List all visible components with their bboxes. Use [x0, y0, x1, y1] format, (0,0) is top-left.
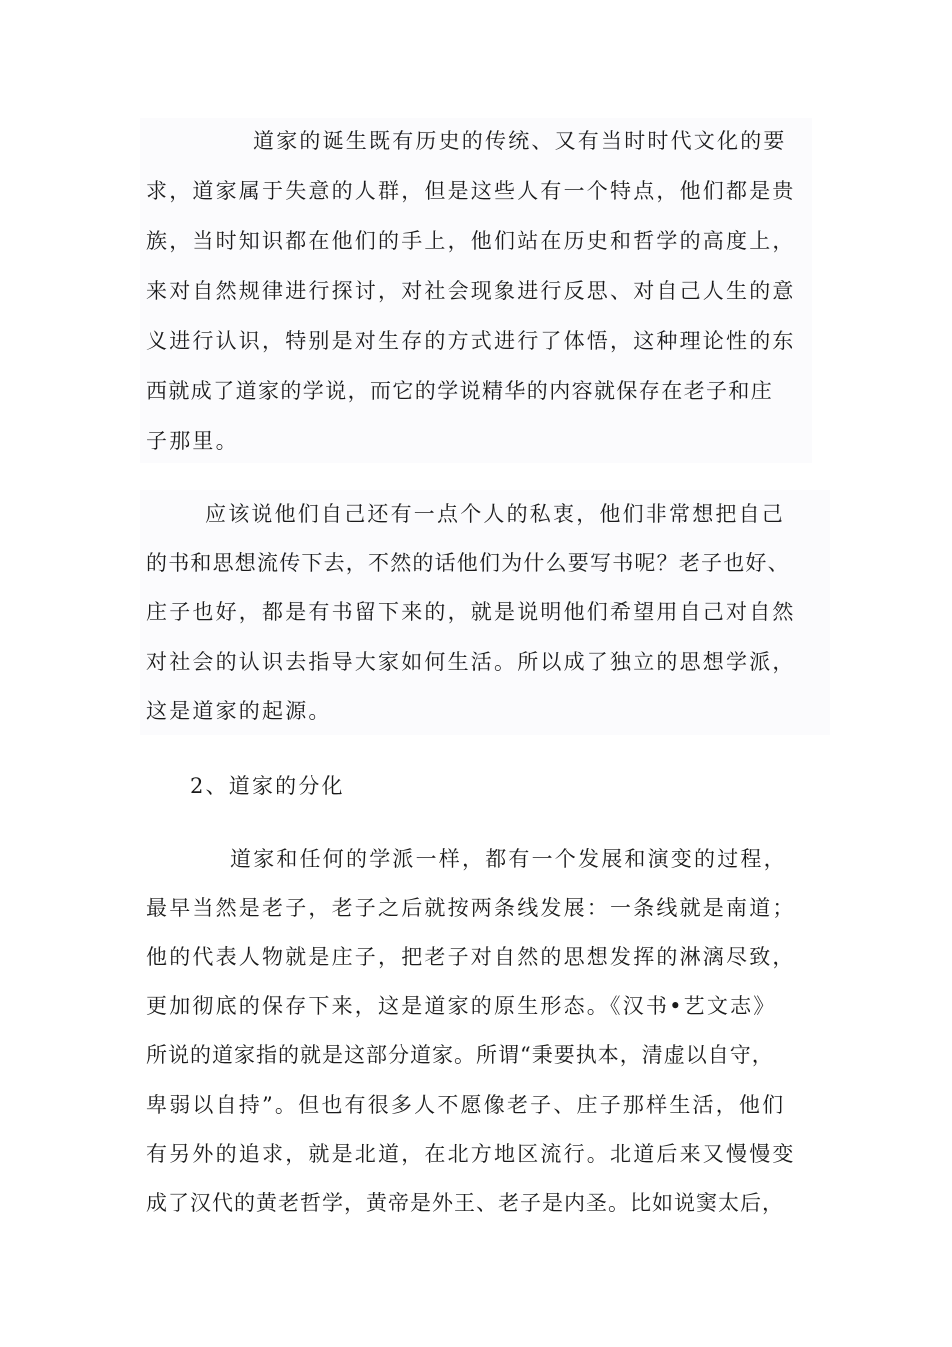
- paragraph-2-line-4: 对社会的认识去指导大家如何生活。所以成了独立的思想学派，: [146, 650, 796, 674]
- paragraph-1-line-1: 道家的诞生既有历史的传统、又有当时时代文化的要: [253, 129, 787, 153]
- section-heading: 2、道家的分化: [190, 774, 345, 798]
- paragraph-3-line-5: 所说的道家指的就是这部分道家。所谓“秉要执本，清虚以自守，: [146, 1043, 774, 1067]
- paragraph-2-line-2: 的书和思想流传下去，不然的话他们为什么要写书呢？老子也好、: [146, 551, 790, 575]
- paragraph-1-line-7: 子那里。: [146, 429, 239, 453]
- paragraph-2-line-3: 庄子也好，都是有书留下来的，就是说明他们希望用自己对自然: [146, 600, 796, 624]
- paragraph-3-line-1: 道家和任何的学派一样，都有一个发展和演变的过程，: [230, 847, 787, 871]
- paragraph-3-line-7: 有另外的追求，就是北道，在北方地区流行。北道后来又慢慢变: [146, 1142, 796, 1166]
- paragraph-1-line-6: 西就成了道家的学说，而它的学说精华的内容就保存在老子和庄: [146, 379, 774, 403]
- paragraph-3-line-8: 成了汉代的黄老哲学，黄帝是外王、老子是内圣。比如说窦太后，: [146, 1191, 784, 1215]
- paragraph-2-line-1: 应该说他们自己还有一点个人的私衷，他们非常想把自己: [205, 502, 785, 526]
- paragraph-3-line-3: 他的代表人物就是庄子，把老子对自然的思想发挥的淋漓尽致，: [146, 945, 796, 969]
- paragraph-1-line-3: 族，当时知识都在他们的手上，他们站在历史和哲学的高度上，: [146, 229, 796, 253]
- paragraph-3-line-4: 更加彻底的保存下来，这是道家的原生形态。《汉书•艺文志》: [146, 994, 777, 1018]
- paragraph-3-line-2: 最早当然是老子，老子之后就按两条线发展：一条线就是南道；: [146, 896, 796, 920]
- paragraph-2-line-5: 这是道家的起源。: [146, 699, 332, 723]
- paragraph-1-line-4: 来对自然规律进行探讨，对社会现象进行反思、对自己人生的意: [146, 279, 796, 303]
- paragraph-3-line-6: 卑弱以自持”。但也有很多人不愿像老子、庄子那样生活，他们: [146, 1093, 786, 1117]
- paragraph-1-line-2: 求，道家属于失意的人群，但是这些人有一个特点，他们都是贵: [146, 179, 796, 203]
- paragraph-1-line-5: 义进行认识，特别是对生存的方式进行了体悟，这种理论性的东: [146, 329, 796, 353]
